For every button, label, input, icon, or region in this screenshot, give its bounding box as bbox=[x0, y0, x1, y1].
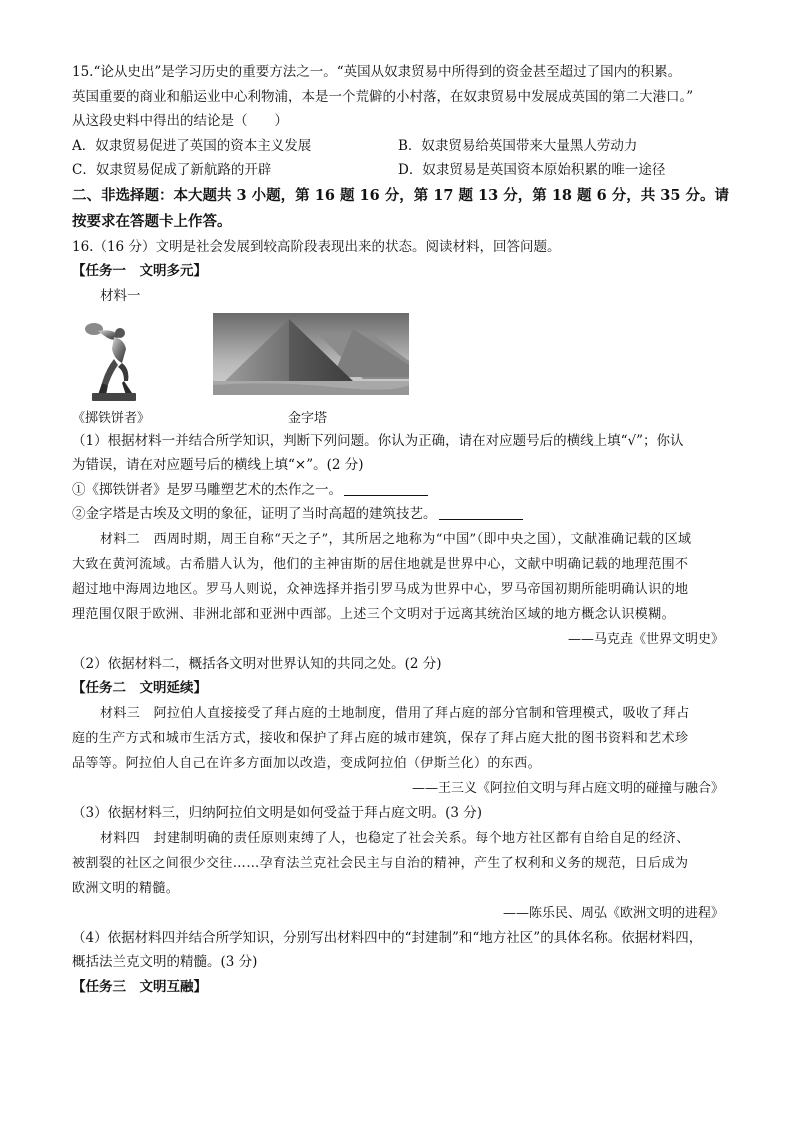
material-3-line-3: 品等等。阿拉伯人自己在许多方面加以改造，变成阿拉伯（伊斯兰化）的东西。 bbox=[72, 756, 542, 771]
sub-question-1-line-1: （1）根据材料一并结合所学知识，判断下列问题。你认为正确，请在对应题号后的横线上填“√”；你认 bbox=[72, 432, 684, 449]
pyramid-photo-icon bbox=[213, 313, 409, 395]
sub-question-2: （2）依据材料二，概括各文明对世界认知的共同之处。(2 分) bbox=[72, 655, 442, 672]
material-1-figures bbox=[72, 313, 724, 403]
sub-question-4-line-1: （4）依据材料四并结合所学知识，分别写出材料四中的“封建制”和“地方社区”的具体名称。依据材料四， bbox=[72, 929, 703, 946]
material-2-source: ——马克垚《世界文明史》 bbox=[567, 631, 724, 647]
material-1-label: 材料一 bbox=[100, 288, 141, 304]
exam-page bbox=[72, 60, 730, 1000]
judge-item-2-text: ②金字塔是古埃及文明的象征，证明了当时高超的建筑技艺。 bbox=[72, 506, 437, 522]
q15-stem-line-2: 英国重要的商业和船运业中心利物浦，本是一个荒僻的小村落，在奴隶贸易中发展成英国的第二大港口。” bbox=[72, 88, 694, 105]
question-16 bbox=[72, 235, 724, 1000]
material-2 bbox=[72, 527, 724, 652]
pyramid-image bbox=[213, 313, 409, 395]
material-3-line-1: 材料三 阿拉伯人直接接受了拜占庭的土地制度，借用了拜占庭的部分官制和管理模式，吸收了拜占 bbox=[100, 706, 690, 721]
material-4-line-3: 欧洲文明的精髓。 bbox=[72, 880, 180, 896]
sub-question-3: （3）依据材料三，归纳阿拉伯文明是如何受益于拜占庭文明。(3 分) bbox=[72, 805, 483, 821]
q15-option-d[interactable]: D．奴隶贸易是英国资本原始积累的唯一途径 bbox=[398, 162, 666, 178]
q15-options-row-2 bbox=[72, 158, 724, 183]
q15-option-c[interactable]: C．奴隶贸易促成了新航路的开辟 bbox=[72, 162, 272, 178]
figure-caption-discobolus: 《掷铁饼者》 bbox=[72, 410, 151, 426]
discobolus-statue-icon bbox=[84, 319, 140, 403]
section-2-header bbox=[72, 183, 730, 235]
judge-item-1 bbox=[72, 478, 724, 503]
material-4-line-2: 被割裂的社区之间很少交往……孕育法兰克社会民主与自治的精神，产生了权利和义务的规范，日后成为 bbox=[72, 855, 689, 871]
task-2-heading: 【任务二 文明延续】 bbox=[72, 680, 207, 696]
q16-stem: 16.（16 分）文明是社会发展到较高阶段表现出来的状态。阅读材料，回答问题。 bbox=[72, 238, 561, 255]
section-2-line-2: 按要求在答题卡上作答。 bbox=[72, 212, 232, 230]
material-1-captions bbox=[72, 403, 724, 429]
q15-stem-line-1: 15.“论从史出”是学习历史的重要方法之一。“英国从奴隶贸易中所得到的资金甚至超过了国内的积累。 bbox=[72, 64, 682, 80]
material-2-line-2: 大致在黄河流域。古希腊人认为，他们的主神宙斯的居住地就是世界中心，文献中明确记载的地理范围不 bbox=[72, 556, 689, 572]
material-3-source: ——王三义《阿拉伯文明与拜占庭文明的碰撞与融合》 bbox=[411, 781, 724, 796]
q15-option-b[interactable]: B．奴隶贸易给英国带来大量黑人劳动力 bbox=[398, 137, 638, 154]
material-4 bbox=[72, 826, 724, 926]
material-3-line-2: 庭的生产方式和城市生活方式，接收和保护了拜占庭的城市建筑，保存了拜占庭大批的图书资料和艺术珍 bbox=[72, 731, 689, 746]
discobolus-image bbox=[84, 319, 140, 403]
material-2-line-3: 超过地中海周边地区。罗马人则说，众神选择并指引罗马成为世界中心，罗马帝国初期所能明确认识的地 bbox=[72, 581, 689, 597]
figure-caption-pyramid: 金字塔 bbox=[288, 410, 328, 426]
question-15 bbox=[72, 60, 724, 183]
task-1-heading: 【任务一 文明多元】 bbox=[72, 263, 207, 279]
material-4-line-1: 材料四 封建制明确的责任原则束缚了人，也稳定了社会关系。每个地方社区都有自给自足的经济、 bbox=[100, 830, 690, 846]
judge-item-2 bbox=[72, 502, 724, 527]
q15-options-row-1 bbox=[72, 134, 724, 159]
section-2-line-1: 二、非选择题：本大题共 3 小题，第 16 题 16 分，第 17 题 13 分，第 18 题 6 分，共 35 分。请 bbox=[72, 186, 730, 204]
material-2-line-4: 理范围仅限于欧洲、非洲北部和亚洲中西部。上述三个文明对于远离其统治区域的地方概念认识模糊。 bbox=[72, 606, 676, 622]
sub-question-4-line-2: 概括法兰克文明的精髓。(3 分) bbox=[72, 954, 258, 970]
material-3 bbox=[72, 701, 724, 801]
judge-item-1-blank[interactable] bbox=[344, 481, 428, 496]
sub-question-1-line-2: 为错误，请在对应题号后的横线上填“×”。(2 分) bbox=[72, 457, 364, 473]
q15-option-a[interactable]: A．奴隶贸易促进了英国的资本主义发展 bbox=[72, 137, 312, 154]
judge-item-1-text: ①《掷铁饼者》是罗马雕塑艺术的杰作之一。 bbox=[72, 481, 342, 498]
material-2-line-1: 材料二 西周时期，周王自称“天之子”，其所居之地称为“中国”（即中央之国），文献准确记载的区域 bbox=[100, 531, 692, 547]
q15-stem-line-3: 从这段史料中得出的结论是（ ） bbox=[72, 113, 288, 129]
judge-item-2-blank[interactable] bbox=[439, 505, 523, 520]
material-4-source: ——陈乐民、周弘《欧洲文明的进程》 bbox=[502, 905, 724, 921]
task-3-heading: 【任务三 文明互融】 bbox=[72, 978, 207, 995]
